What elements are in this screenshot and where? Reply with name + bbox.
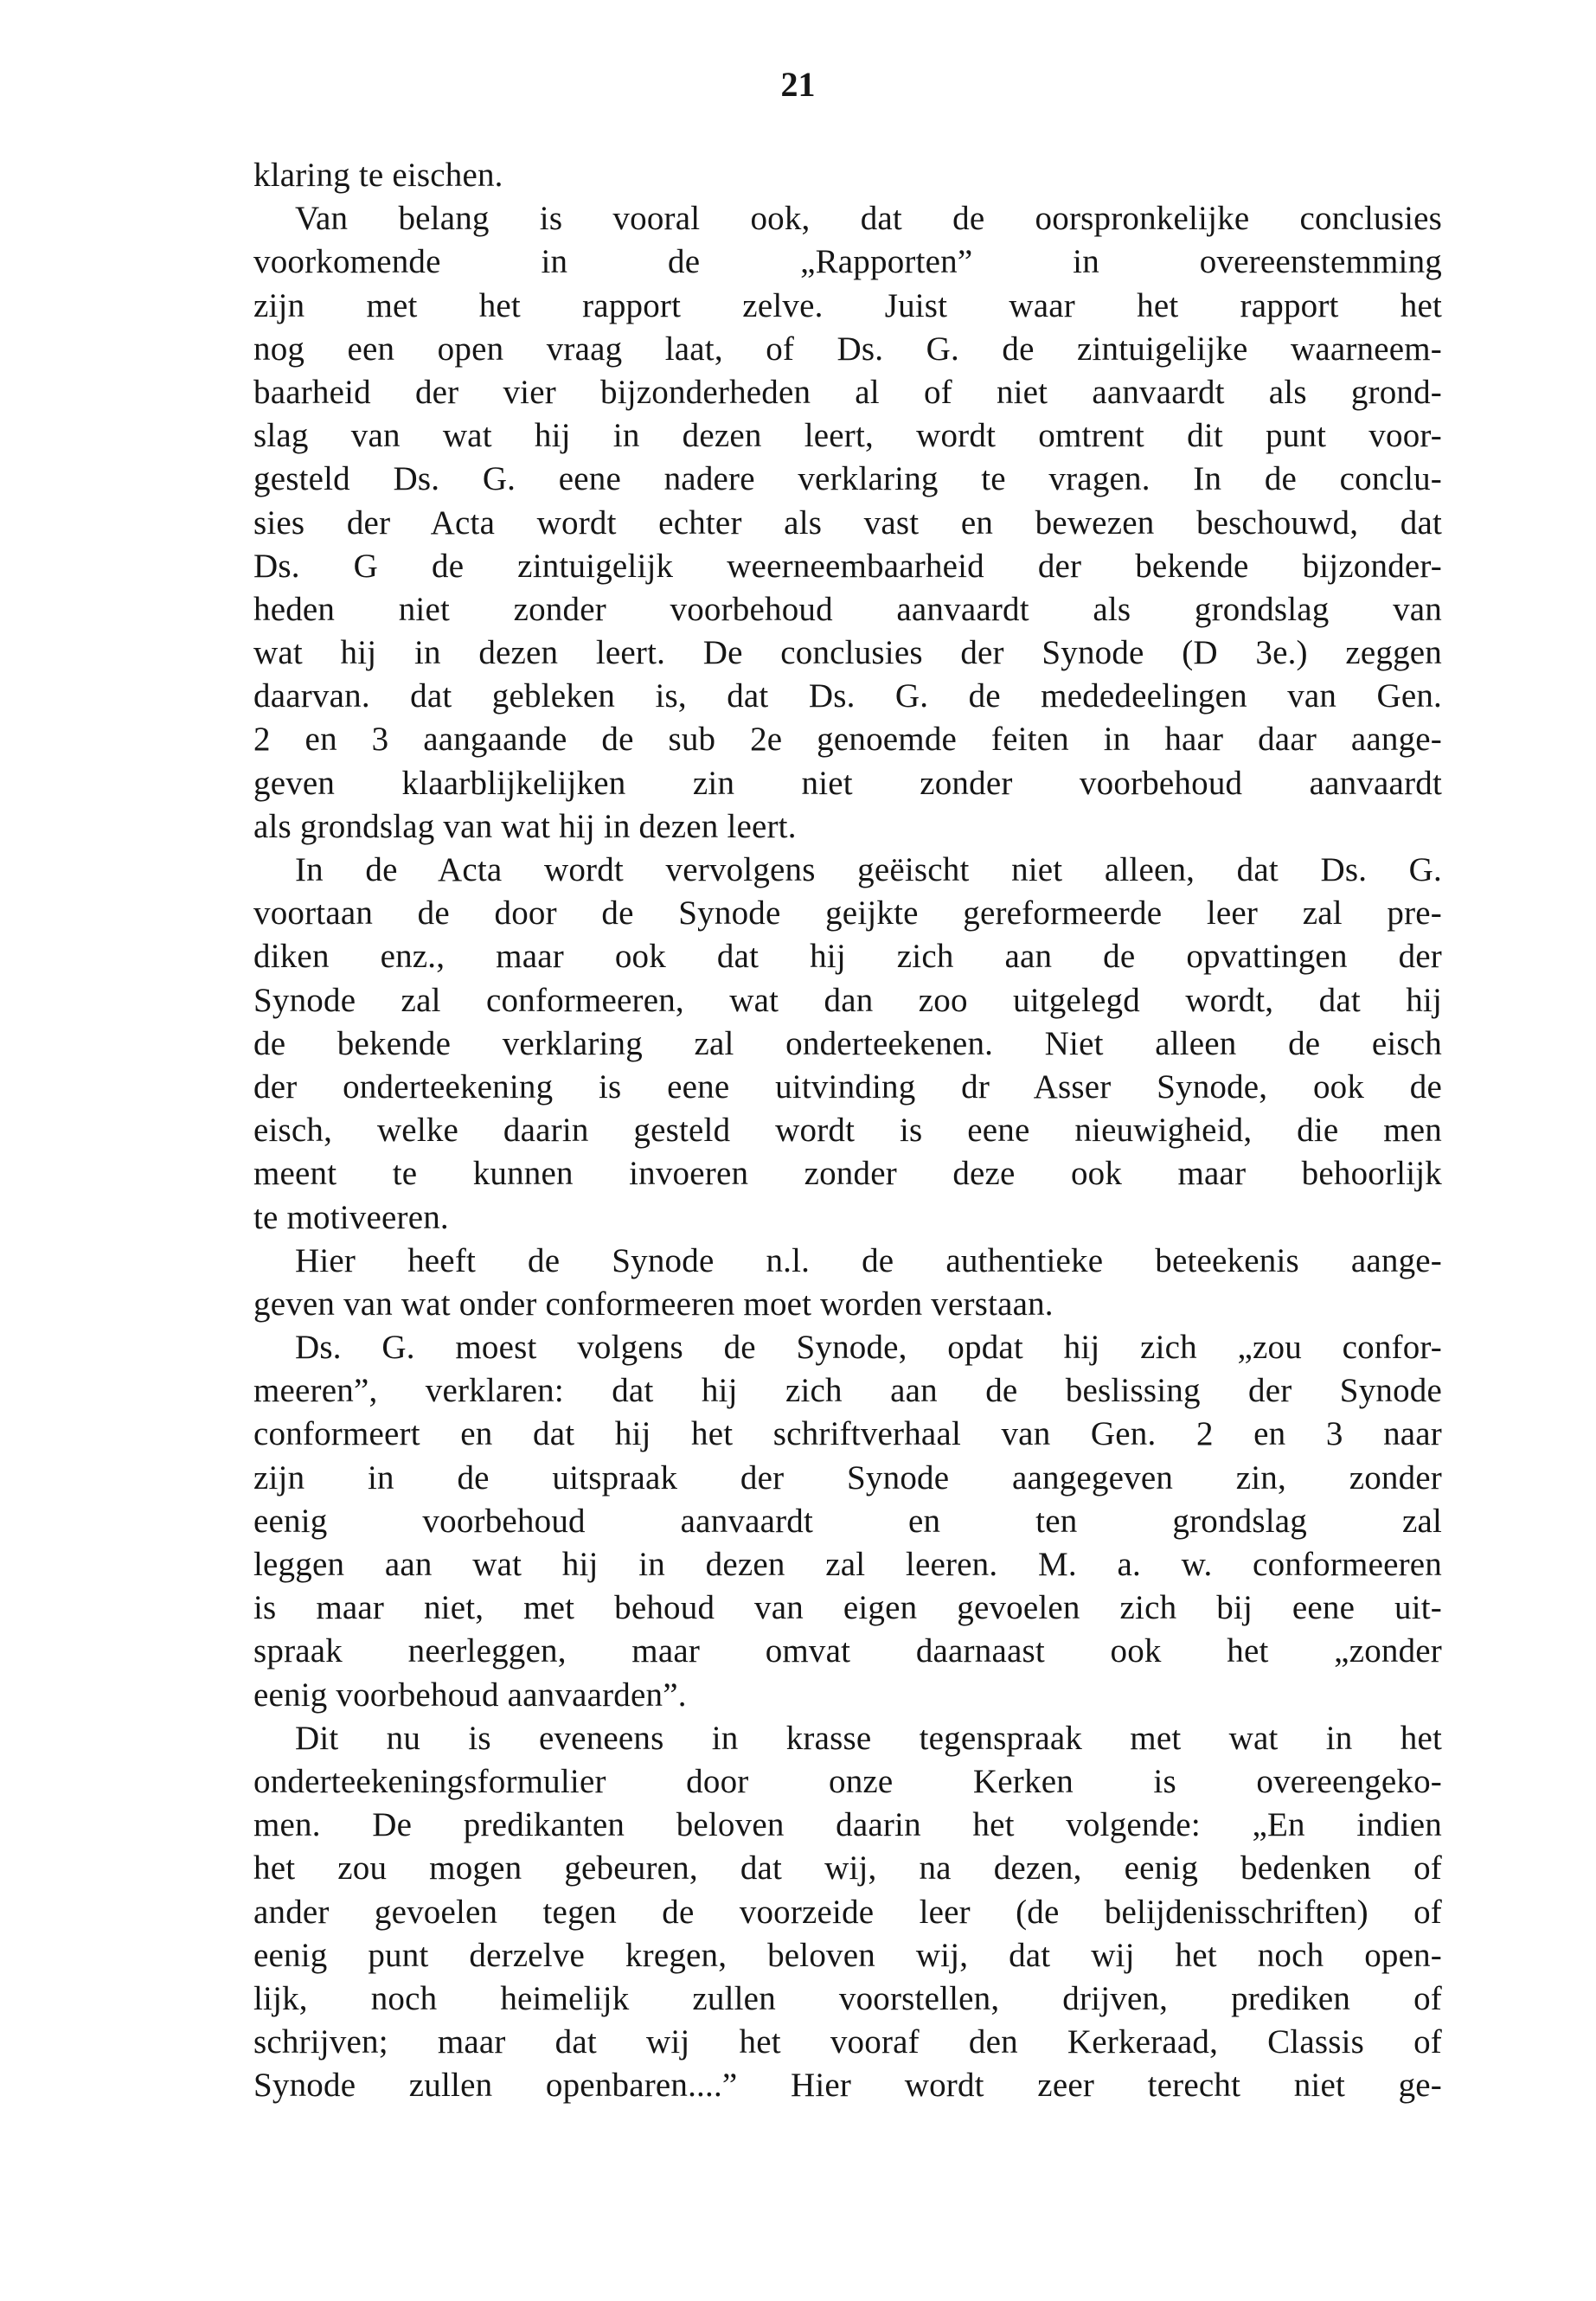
text-line: eenig punt derzelve kregen, beloven wij, dat wij het noch open- xyxy=(253,1936,1442,1974)
text-line: is maar niet, met behoud van eigen gevoelen zich bij eene uit- xyxy=(253,1589,1442,1627)
text-line: klaring te eischen. xyxy=(253,157,503,194)
text-line: schrijven; maar dat wij het vooraf den Kerkeraad, Classis of xyxy=(253,2023,1442,2061)
text-line: te motiveeren. xyxy=(253,1198,449,1236)
text-line: der onderteekening is eene uitvinding dr Asser Synode, ook de xyxy=(253,1067,1442,1106)
text-line: daarvan. dat gebleken is, dat Ds. G. de mededeelingen van Gen. xyxy=(253,677,1442,715)
text-line: men. De predikanten beloven daarin het volgende: „En indien xyxy=(253,1806,1442,1844)
text-line: spraak neerleggen, maar omvat daarnaast ook het „zonder xyxy=(253,1632,1442,1670)
text-line: eenig voorbehoud aanvaardt en ten grondslag zal xyxy=(253,1502,1442,1540)
text-line: voortaan de door de Synode geijkte gereformeerde leer zal pre- xyxy=(253,894,1442,933)
text-line: leggen aan wat hij in dezen zal leeren. M. a. w. conformeeren xyxy=(253,1546,1442,1583)
text-line: sies der Acta wordt echter als vast en bewezen beschouwd, dat xyxy=(253,503,1442,542)
text-line: onderteekeningsformulier door onze Kerken is overeengeko- xyxy=(253,1762,1442,1800)
text-line: Van belang is vooral ook, dat de oorspronkelijke conclusies xyxy=(295,200,1442,238)
text-line: wat hij in dezen leert. De conclusies der Synode (D 3e.) zeggen xyxy=(253,634,1442,672)
page-number: 21 xyxy=(780,65,816,104)
text-line: Synode zal conformeeren, wat dan zoo uitgelegd wordt, dat hij xyxy=(253,981,1442,1019)
text-line: ander gevoelen tegen de voorzeide leer (de belijdenisschriften) of xyxy=(253,1893,1442,1931)
text-line: Ds. G de zintuigelijk weerneembaarheid der bekende bijzonder- xyxy=(253,547,1442,585)
text-line: In de Acta wordt vervolgens geëischt niet alleen, dat Ds. G. xyxy=(295,851,1442,888)
text-line: Ds. G. moest volgens de Synode, opdat hij zich „zou confor- xyxy=(295,1329,1442,1367)
text-line: conformeert en dat hij het schriftverhaal van Gen. 2 en 3 naar xyxy=(253,1415,1442,1453)
text-line: slag van wat hij in dezen leert, wordt omtrent dit punt voor- xyxy=(253,417,1442,455)
text-line: Hier heeft de Synode n.l. de authentieke beteekenis aange- xyxy=(295,1241,1442,1279)
text-line: geven van wat onder conformeeren moet worden verstaan. xyxy=(253,1285,1054,1323)
text-line: voorkomende in de „Rapporten” in overeenstemming xyxy=(253,243,1442,281)
text-line: eisch, welke daarin gesteld wordt is eene nieuwigheid, die men xyxy=(253,1112,1442,1150)
text-line: het zou mogen gebeuren, dat wij, na dezen, eenig bedenken of xyxy=(253,1849,1442,1888)
body-text xyxy=(253,154,1442,2107)
text-line: meent te kunnen invoeren zonder deze ook maar behoorlijk xyxy=(253,1155,1442,1193)
text-line: lijk, noch heimelijk zullen voorstellen, drijven, prediken of xyxy=(253,1979,1442,2017)
text-line: 2 en 3 aangaande de sub 2e genoemde feiten in haar daar aange- xyxy=(253,721,1442,759)
text-line: als grondslag van wat hij in dezen leert. xyxy=(253,807,797,845)
text-line: de bekende verklaring zal onderteekenen. Niet alleen de eisch xyxy=(253,1024,1442,1062)
text-line: gesteld Ds. G. eene nadere verklaring te vragen. In de conclu- xyxy=(253,460,1442,498)
text-line: meeren”, verklaren: dat hij zich aan de beslissing der Synode xyxy=(253,1372,1442,1410)
text-line: eenig voorbehoud aanvaarden”. xyxy=(253,1676,687,1714)
text-line: Synode zullen openbaren....” Hier wordt zeer terecht niet ge- xyxy=(253,2067,1442,2105)
text-line: zijn met het rapport zelve. Juist waar het rapport het xyxy=(253,286,1442,324)
text-line: zijn in de uitspraak der Synode aangegeven zin, zonder xyxy=(253,1458,1442,1497)
text-line: baarheid der vier bijzonderheden al of niet aanvaardt als grond- xyxy=(253,373,1442,411)
text-line: heden niet zonder voorbehoud aanvaardt als grondslag van xyxy=(253,590,1442,628)
text-line: geven klaarblijkelijken zin niet zonder voorbehoud aanvaardt xyxy=(253,764,1442,802)
text-line: nog een open vraag laat, of Ds. G. de zintuigelijke waarneem- xyxy=(253,330,1442,368)
text-line: diken enz., maar ook dat hij zich aan de opvattingen der xyxy=(253,938,1442,976)
text-line: Dit nu is eveneens in krasse tegenspraak met wat in het xyxy=(295,1719,1442,1757)
